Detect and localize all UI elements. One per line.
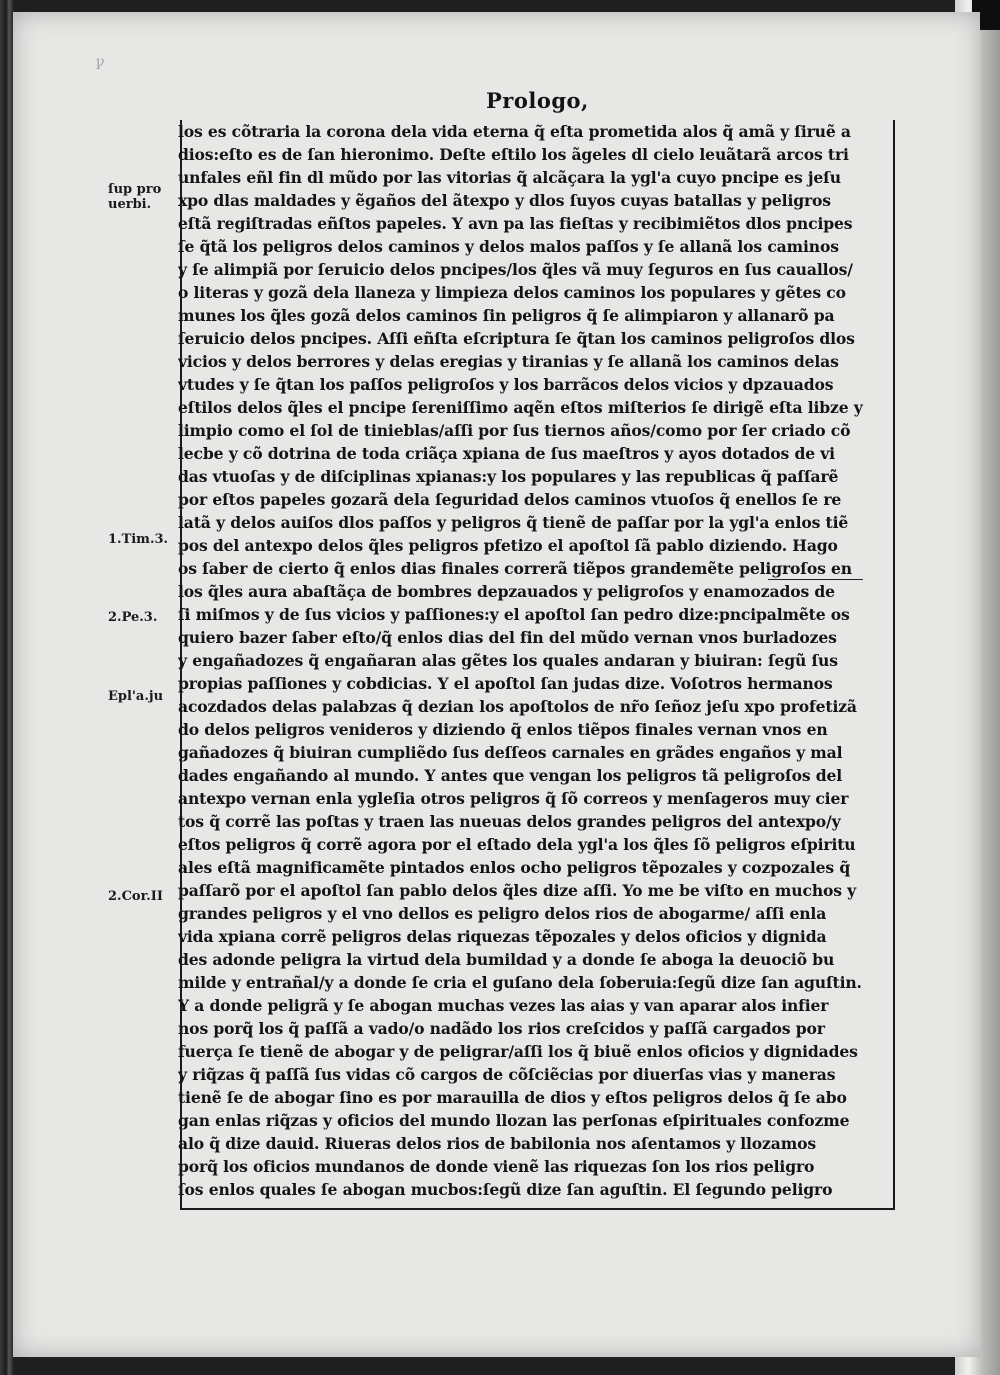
text-line: eſtã regiſtradas eñſtos papeles. Y avn pa las fieſtas y recibimiẽtos dlos pncipes xyxy=(178,214,853,233)
ink-smudge: ꝩ xyxy=(96,54,105,70)
text-line: vtudes y ſe q̃tan los paſſos peligroſos y los barrãcos delos vicios y dpzauados xyxy=(178,375,834,394)
text-line: por eſtos papeles gozarã dela ſeguridad delos caminos vtuoſos q̃ enellos ſe re xyxy=(178,490,842,509)
text-line: alo q̃ dize dauid. Riueras delos rios de babilonia nos aſentamos y llozamos xyxy=(178,1134,816,1153)
text-line: das vtuoſas y de diſciplinas xpianas:y los populares y las republicas q̃ paſſarẽ xyxy=(178,467,839,486)
text-line: los es cõtraria la corona dela vida eterna q̃ eſta prometida alos q̃ amã y ſiruẽ a xyxy=(178,122,851,141)
text-line: munes los q̃les gozã delos caminos ſin peligros q̃ ſe alimpiaron y allanarõ pa xyxy=(178,306,835,325)
text-line: vicios y delos berrores y delas eregias y tiranias y ſe allanã los caminos delas xyxy=(178,352,839,371)
text-line: tos q̃ corrẽ las poſtas y traen las nueuas delos grandes peligros del antexpo/y xyxy=(178,812,841,831)
text-line: y ſe alimpiã por ſeruicio delos pncipes/los q̃les vã muy ſeguros en ſus cauallos/ xyxy=(178,260,853,279)
text-line: dios:eſto es de ſan hieronimo. Deſte eſtilo los ãgeles dl cielo leuãtarã arcos tri xyxy=(178,145,849,164)
text-line: acozdados delas palabzas q̃ dezian los apoſtolos de nr̃o ſeñoz jeſu xpo profetizã xyxy=(178,697,857,716)
text-line: porq̃ los oficios mundanos de donde vienẽ las riquezas ſon los rios peligro xyxy=(178,1157,815,1176)
margin-note: 1.Tim.3. xyxy=(108,532,169,547)
text-line: Y a donde peligrã y ſe abogan muchas vezes las aias y van aparar alos infier xyxy=(178,996,829,1015)
running-head: Prologo, xyxy=(486,88,589,113)
text-line: fuerça ſe tienẽ de abogar y de peligrar/aſſi los q̃ biuẽ enlos oficios y dignidades xyxy=(178,1042,858,1061)
text-line: vida xpiana corrẽ peligros delas riquezas tẽpozales y delos oficios y dignida xyxy=(178,927,827,946)
text-line: lecbe y cõ dotrina de toda criãça xpiana de ſus maeſtros y ayos dotados de vi xyxy=(178,444,835,463)
text-line: gan enlas riq̃zas y oficios del mundo llozan las perſonas eſpirituales confozme xyxy=(178,1111,850,1130)
text-line: ſos enlos quales ſe abogan mucbos:ſegũ dize ſan aguſtin. El ſegundo peligro xyxy=(178,1180,833,1199)
text-line: y engañadozes q̃ engañaran alas gẽtes los quales andaran y biuiran: ſegũ ſus xyxy=(178,651,838,670)
text-line: latã y delos auiſos dlos paſſos y peligros q̃ tienẽ de paſſar por la ygl'a enlos tiẽ xyxy=(178,513,849,532)
text-line: unfales eñl fin dl mũdo por las vitorias q̃ alcãçara la ygl'a cuyo pncipe es jeſu xyxy=(178,168,841,187)
text-line: ſi miſmos y de ſus vicios y paſſiones:y el apoſtol ſan pedro dize:pncipalmẽte os xyxy=(178,605,850,624)
text-line: grandes peligros y el vno dellos es peligro delos rios de abogarme/ aſſi enla xyxy=(178,904,827,923)
text-line: tienẽ ſe de abogar ſino es por marauilla de dios y eſtos peligros delos q̃ ſe abo xyxy=(178,1088,847,1107)
manuscript-underline xyxy=(768,579,863,580)
text-line: ſe q̃tã los peligros delos caminos y delos malos paſſos y ſe allanã los caminos xyxy=(178,237,839,256)
text-line: propias paſſiones y cobdicias. Y el apoſtol ſan judas dize. Voſotros hermanos xyxy=(178,674,833,693)
text-line: ſeruicio delos pncipes. Aſſi eñſta eſcriptura ſe q̃tan los caminos peligroſos dlos xyxy=(178,329,855,348)
text-line: des adonde peligra la virtud dela bumildad y a donde ſe aboga la deuociõ bu xyxy=(178,950,835,969)
text-line: do delos peligros venideros y diziendo q̃ enlos tiẽpos finales vernan vnos en xyxy=(178,720,828,739)
text-line: y riq̃zas q̃ paſſã ſus vidas cõ cargos de cõſciẽcias por diuerſas vias y maneras xyxy=(178,1065,836,1084)
text-line: xpo dlas maldades y ẽgaños del ãtexpo y dlos ſuyos cuyas batallas y peligros xyxy=(178,191,831,210)
text-line: os ſaber de cierto q̃ enlos dias finales correrã tiẽpos grandemẽte peligroſos en xyxy=(178,559,852,578)
text-line: milde y entrañal/y a donde ſe cria el guſano dela ſoberuia:ſegũ dize ſan aguſtin. xyxy=(178,973,862,992)
margin-note: 2.Pe.3. xyxy=(108,610,158,625)
text-line: limpio como el ſol de tinieblas/aſſi por ſus tiernos años/como por ſer criado cõ xyxy=(178,421,851,440)
margin-note: uerbi. xyxy=(108,197,152,212)
margin-note: Epl'a.ju xyxy=(108,689,164,704)
text-line: gañadozes q̃ biuiran cumpliẽdo ſus deſſeos carnales en grãdes engaños y mal xyxy=(178,743,843,762)
text-line: antexpo vernan enla ygleſia otros peligros q̃ ſõ correos y menſageros muy cier xyxy=(178,789,849,808)
text-line: o literas y gozã dela llaneza y limpieza delos caminos los populares y gẽtes co xyxy=(178,283,846,302)
text-line: dades engañando al mundo. Y antes que vengan los peligros tã peligroſos del xyxy=(178,766,843,785)
text-line: nos porq̃ los q̃ paſſã a vado/o nadãdo los rios creſcidos y paſſã cargados por xyxy=(178,1019,825,1038)
text-line: paſſarõ por el apoſtol ſan pablo delos q̃les dize aſſi. Yo me be viſto en muchos y xyxy=(178,881,857,900)
text-line: los q̃les aura abaſtãça de bombres depzauados y peligroſos y enamozados de xyxy=(178,582,835,601)
text-line: eſtilos delos q̃les el pncipe ſereniſſimo aqẽn eſtos miſterios ſe dirigẽ eſta libze y xyxy=(178,398,863,417)
margin-note: 2.Cor.II xyxy=(108,889,163,904)
text-line: ales eſtã magnificamẽte pintados enlos ocho peligros tẽpozales y cozpozales q̃ xyxy=(178,858,851,877)
text-line: quiero bazer ſaber eſto/q̃ enlos dias del fin del mũdo vernan vnos burladozes xyxy=(178,628,837,647)
text-line: eſtos peligros q̃ corrẽ agora por el eſtado dela ygl'a los q̃les ſõ peligros eſpiritu xyxy=(178,835,856,854)
margin-note: ſup pro xyxy=(108,182,162,197)
text-line: pos del antexpo delos q̃les peligros pfetizo el apoſtol ſã pablo diziendo. Hago xyxy=(178,536,838,555)
